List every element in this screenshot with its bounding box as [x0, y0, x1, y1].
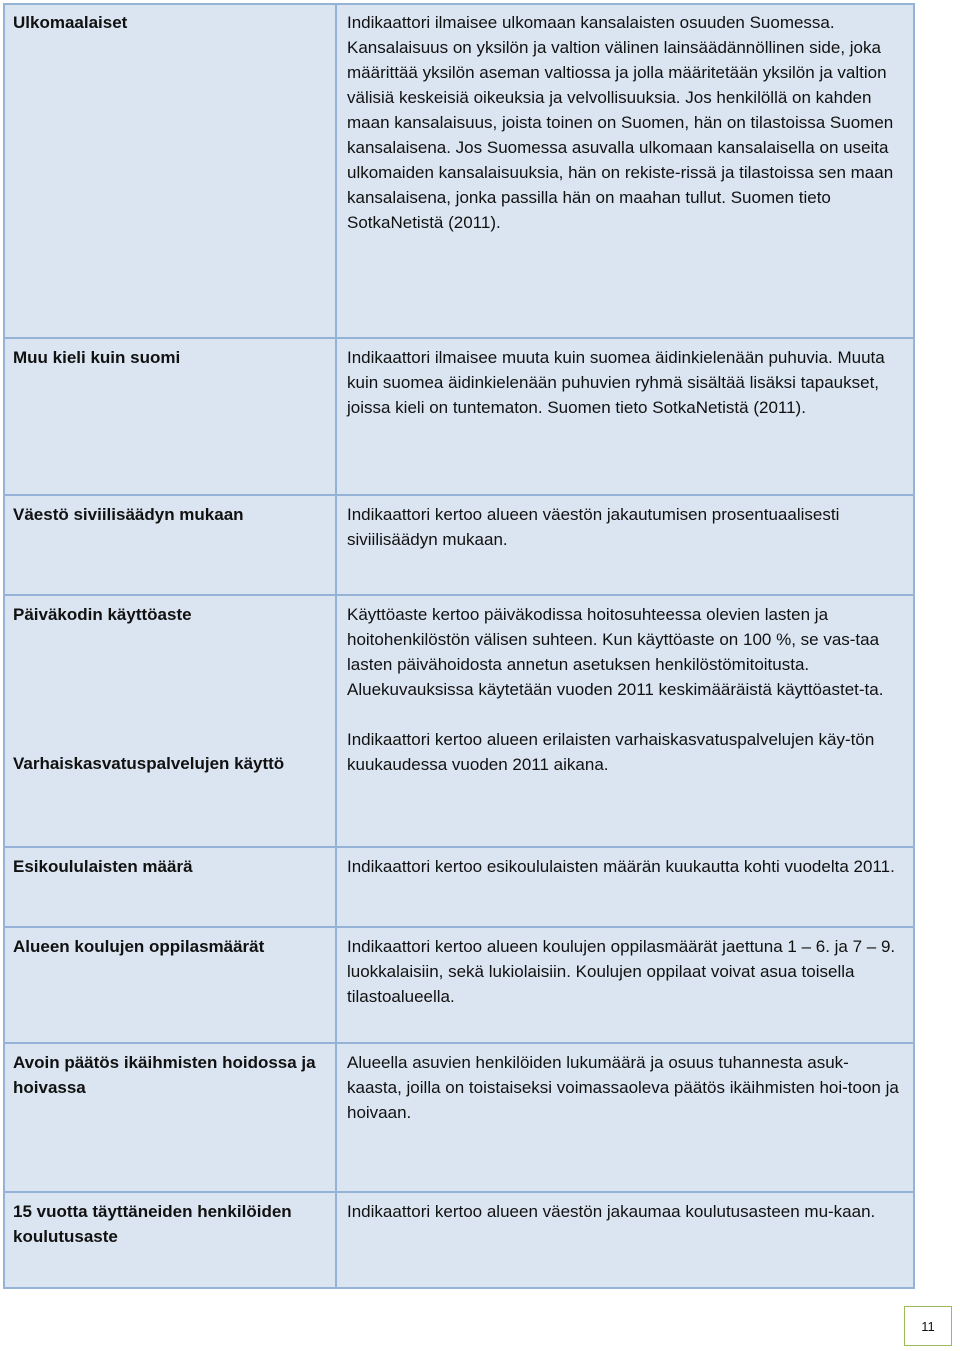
indicator-definitions-table [3, 3, 915, 1289]
page-number: 11 [904, 1306, 952, 1346]
description-text: Indikaattori kertoo esikoululaisten määrän kuukautta kohti vuodelta 2011. [347, 857, 895, 876]
table-row [4, 1043, 914, 1192]
term-cell [4, 595, 336, 847]
term-label: Päiväkodin käyttöaste [13, 605, 192, 624]
term-cell [4, 847, 336, 927]
description-text: Alueella asuvien henkilöiden lukumäärä ja osuus tuhannesta asuk-kaasta, joilla on toistaiseksi voimassaoleva päätös ikäihmisten hoi-toon ja hoivaan. [347, 1053, 899, 1122]
term-cell [4, 1043, 336, 1192]
table-row [4, 847, 914, 927]
description-text: Käyttöaste kertoo päiväkodissa hoitosuhteessa olevien lasten ja hoitohenkilöstön välisen suhteen. Kun käyttöaste on 100 %, se vas-taa lasten päivähoidosta annetun asetuksen henkilöstömitoitusta. Aluekuvauksissa käytetään vuoden 2011 keskimääräistä käyttöastet-ta. [347, 605, 884, 699]
table-row [4, 1192, 914, 1288]
description-cell [336, 595, 914, 847]
term-label: Alueen koulujen oppilasmäärät [13, 937, 265, 956]
term-cell [4, 495, 336, 595]
term-label: Esikoululaisten määrä [13, 857, 193, 876]
term-cell [4, 927, 336, 1043]
description-text: Indikaattori kertoo alueen väestön jakautumisen prosentuaalisesti siviilisäädyn mukaan. [347, 505, 840, 549]
term-label: Ulkomaalaiset [13, 13, 128, 32]
description-cell [336, 338, 914, 495]
description-text: Indikaattori ilmaisee ulkomaan kansalaisten osuuden Suomessa. Kansalaisuus on yksilön ja valtion välinen lainsäädännöllinen side, joka määrittää yksilön aseman valtiossa ja jolla määritetään yksilön ja valtion välisiä keskeisiä oikeuksia ja velvollisuuksia. Jos henkilöllä on kahden maan kansalaisuus, joista toinen on Suomen, hän on tilastoissa Suomen kansalaisena. Jos Suomessa asuvalla ulkomaan kansalaisella on useita ulkomaiden kansalaisuuksia, hän on rekiste-rissä ja tilastoissa sen maan kansalaisena, jonka passilla hän on maahan tullut. Suomen tieto SotkaNetistä (2011). [347, 13, 894, 232]
description-cell [336, 495, 914, 595]
description-cell [336, 927, 914, 1043]
term-label: Varhaiskasvatuspalvelujen käyttö [13, 754, 285, 773]
term-label: Väestö siviilisäädyn mukaan [13, 505, 244, 524]
table-row [4, 595, 914, 847]
table-row [4, 338, 914, 495]
term-label: Avoin päätös ikäihmisten hoidossa ja hoivassa [13, 1053, 316, 1097]
description-cell [336, 4, 914, 338]
description-text: Indikaattori kertoo alueen väestön jakaumaa koulutusasteen mu-kaan. [347, 1202, 876, 1221]
description-text: Indikaattori kertoo alueen erilaisten varhaiskasvatuspalvelujen käy-tön kuukaudessa vuoden 2011 aikana. [347, 730, 875, 774]
table-row [4, 495, 914, 595]
description-cell [336, 1192, 914, 1288]
table-row [4, 927, 914, 1043]
description-cell [336, 1043, 914, 1192]
table-row [4, 4, 914, 338]
description-text: Indikaattori kertoo alueen koulujen oppilasmäärät jaettuna 1 – 6. ja 7 – 9. luokkalaisiin, sekä lukiolaisiin. Koulujen oppilaat voivat asua toisella tilastoalueella. [347, 937, 896, 1006]
term-label: Muu kieli kuin suomi [13, 348, 181, 367]
term-cell [4, 4, 336, 338]
term-label: 15 vuotta täyttäneiden henkilöiden koulutusaste [13, 1202, 292, 1246]
description-text: Indikaattori ilmaisee muuta kuin suomea äidinkielenään puhuvia. Muuta kuin suomea äidinkielenään puhuvien ryhmä sisältää lisäksi tapaukset, joissa kieli on tuntematon. Suomen tieto SotkaNetistä (2011). [347, 348, 885, 417]
term-cell [4, 1192, 336, 1288]
description-cell [336, 847, 914, 927]
term-cell [4, 338, 336, 495]
